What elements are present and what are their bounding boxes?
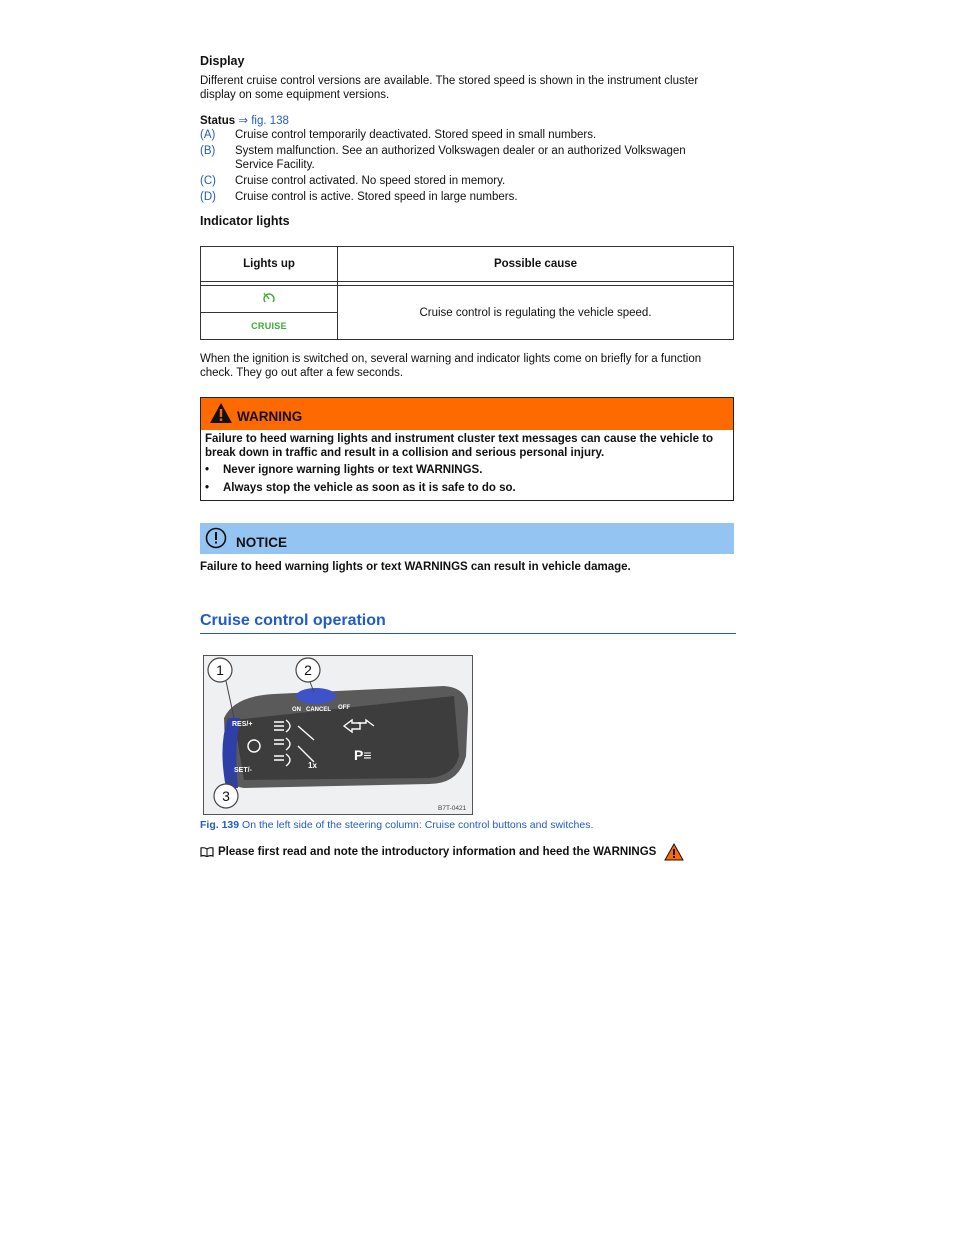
notice-exclamation-icon bbox=[205, 527, 227, 549]
cruise-word: CRUISE bbox=[251, 321, 287, 331]
status-item bbox=[200, 128, 736, 142]
cruise-word-icon bbox=[201, 313, 338, 340]
callout-number: 2 bbox=[304, 662, 312, 678]
notice-header bbox=[200, 523, 734, 554]
warning-triangle-icon[interactable] bbox=[664, 843, 684, 861]
section-heading: Cruise control operation bbox=[200, 612, 736, 634]
res-label: RES/+ bbox=[232, 721, 253, 728]
cruise-control-green-icon bbox=[201, 286, 338, 313]
set-label: SET/- bbox=[234, 767, 252, 774]
lever-illustration bbox=[204, 656, 472, 814]
status-text: System malfunction. See an authorized Volkswagen dealer or an authorized Volkswagen Service Facility. bbox=[235, 145, 686, 171]
status-text: Cruise control activated. No speed stored in memory. bbox=[235, 175, 506, 187]
warning-bullet: Always stop the vehicle as soon as it is safe to do so. bbox=[223, 481, 516, 494]
warning-box bbox=[200, 397, 734, 501]
col-lights-up: Lights up bbox=[201, 247, 338, 282]
figure-number: Fig. 139 bbox=[200, 819, 240, 831]
list-item bbox=[205, 464, 729, 478]
read-note bbox=[200, 843, 740, 861]
notice-text: Failure to heed warning lights or text WARNINGS can result in vehicle damage. bbox=[200, 561, 631, 573]
warning-header bbox=[201, 398, 733, 430]
figure-code: B7T-0421 bbox=[438, 805, 467, 812]
warning-bullet: Never ignore warning lights or text WARNINGS. bbox=[223, 464, 483, 476]
warning-text: Failure to heed warning lights and instrument cluster text messages can cause the vehicle to break down in traffic and result in a collision and serious personal injury. bbox=[205, 433, 714, 459]
col-possible-cause: Possible cause bbox=[338, 247, 734, 282]
figure-caption-text: On the left side of the steering column: Cruise control buttons and switches. bbox=[242, 819, 594, 831]
status-list bbox=[200, 128, 736, 206]
status-label: Status bbox=[200, 115, 236, 127]
status-text: Cruise control temporarily deactivated. Stored speed in small numbers. bbox=[235, 129, 597, 141]
park-label: P≡ bbox=[354, 747, 372, 763]
display-intro: Different cruise control versions are available. The stored speed is shown in the instrument cluster display on some equipment versions. bbox=[200, 75, 699, 101]
off-label: OFF bbox=[338, 705, 350, 711]
figure-caption bbox=[200, 819, 593, 831]
figure-cruise-lever bbox=[203, 655, 473, 815]
warning-label: WARNING bbox=[237, 409, 303, 424]
status-text: Cruise control is active. Stored speed in large numbers. bbox=[235, 191, 518, 203]
warning-triangle-icon bbox=[209, 402, 233, 424]
indicator-heading: Indicator lights bbox=[200, 214, 290, 228]
table-row bbox=[201, 286, 734, 313]
once-label: 1x bbox=[308, 761, 317, 770]
status-item bbox=[200, 144, 736, 172]
read-note-text: Please first read and note the introductory information and heed the WARNINGS bbox=[218, 846, 657, 858]
on-label: ON bbox=[292, 707, 301, 713]
book-icon bbox=[200, 847, 214, 857]
bullet-icon: • bbox=[205, 481, 210, 494]
bullet-icon: • bbox=[205, 464, 210, 476]
status-key: (C) bbox=[200, 175, 216, 187]
status-key: (D) bbox=[200, 191, 216, 203]
status-key: (A) bbox=[200, 129, 216, 141]
status-line bbox=[200, 113, 289, 127]
callout-number: 1 bbox=[216, 662, 224, 678]
status-item bbox=[200, 174, 736, 188]
status-item bbox=[200, 190, 736, 204]
list-item bbox=[205, 482, 729, 496]
indicator-table bbox=[200, 246, 734, 340]
notice-label: NOTICE bbox=[236, 535, 288, 550]
fig-138-link[interactable]: ⇒ fig. 138 bbox=[238, 115, 289, 127]
callout-number: 3 bbox=[222, 788, 230, 804]
cancel-label: CANCEL bbox=[306, 707, 331, 713]
table-header-row bbox=[201, 247, 734, 282]
ignition-text: When the ignition is switched on, several warning and indicator lights come on briefly for a function check. They go out after a few seconds. bbox=[200, 353, 702, 379]
status-key: (B) bbox=[200, 145, 216, 157]
cause-cell: Cruise control is regulating the vehicle speed. bbox=[338, 286, 734, 340]
display-heading: Display bbox=[200, 54, 245, 68]
warning-body bbox=[201, 430, 733, 500]
